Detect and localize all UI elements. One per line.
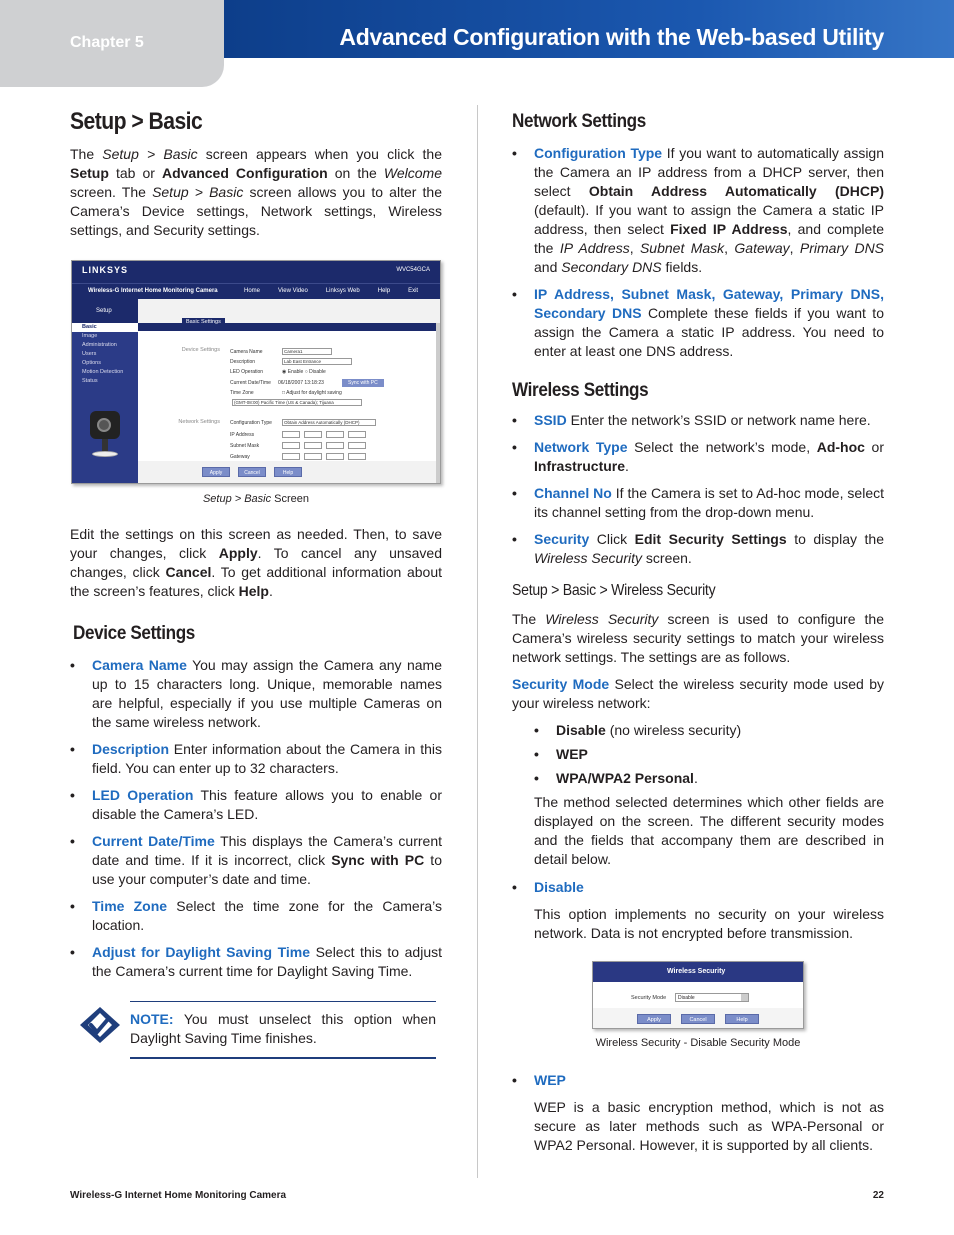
- footer-product-name: Wireless-G Internet Home Monitoring Camera: [70, 1190, 287, 1201]
- setup-basic-screenshot: [71, 260, 441, 484]
- device-settings-label: Device Settings: [181, 347, 220, 353]
- page-number: 22: [872, 1190, 884, 1201]
- ws-title: Wireless Security: [667, 968, 726, 975]
- model-label: WVC54GCA: [396, 267, 430, 273]
- left-column: [70, 108, 442, 1059]
- setup-tab: Setup: [72, 299, 138, 323]
- right-column: [512, 108, 884, 1155]
- bullet-configuration-type: • Configuration Type If you want to automatically assign the Camera an IP address from a DHCP server, then select Obtain Address Automatically (DHCP) (default). If you want to assign the Camera a static IP address, then select Fixed IP Address, and complete the IP Address, Subnet Mask, Gateway, Primary DNS and Secondary DNS fields.: [512, 144, 884, 277]
- ws-security-mode-select: Disable: [675, 993, 749, 1002]
- screenshot-topbar: [72, 261, 440, 283]
- help-button: Help: [274, 467, 302, 477]
- row-led: LED Operation ◉ Enable ○ Disable: [230, 369, 326, 375]
- network-settings-heading: Network Settings: [512, 111, 646, 132]
- bullet-network-type: • Network Type Select the network’s mode, Ad-hoc or Infrastructure.: [512, 438, 884, 476]
- screenshot-scrollbar: [436, 323, 440, 483]
- ws-help-button: Help: [725, 1014, 759, 1024]
- side-motion-detection: Motion Detection: [82, 369, 124, 375]
- edit-paragraph: Edit the settings on this screen as needed. Then, to save your changes, click Apply. To cancel any unsaved changes, click Cancel. To get additional information about the screen’s features, click Help.: [70, 526, 442, 599]
- ws-apply-button: Apply: [637, 1014, 671, 1024]
- row-ip: IP Address: [230, 431, 366, 438]
- mode-wep: • WEP: [534, 745, 884, 764]
- bullet-current-date-time: • Current Date/Time This displays the Camera’s current date and time. If it is incorrect, click Sync with PC to use your computer’s date and time.: [70, 832, 442, 889]
- mode-disable: • Disable (no wireless security): [534, 721, 884, 740]
- wireless-security-heading: Setup > Basic > Wireless Security: [512, 582, 716, 599]
- screenshot-nav: [72, 283, 440, 299]
- row-config-type: Configuration Type Obtain Address Automatically (DHCP): [230, 419, 376, 426]
- side-options: Options: [82, 360, 101, 366]
- bullet-channel-no: • Channel No If the Camera is set to Ad-hoc mode, select its channel setting from the drop-down menu.: [512, 484, 884, 522]
- nav-exit: Exit: [408, 288, 419, 294]
- chapter-label: Chapter 5: [70, 34, 144, 51]
- side-basic: Basic: [72, 323, 138, 332]
- side-users: Users: [82, 351, 97, 357]
- bullet-ssid: • SSID Enter the network’s SSID or network name here.: [512, 411, 884, 430]
- figure-caption: Setup > Basic Screen: [202, 493, 310, 505]
- intro-paragraph: The Setup > Basic screen appears when you click the Setup tab or Advanced Configuration on the Welcome screen. The Setup > Basic screen allows you to alter the Camera’s Device settings, Network settings, Wireless settings, and Security settings.: [70, 146, 442, 238]
- security-mode-paragraph: Security Mode Select the wireless security mode used by your wireless network:: [512, 676, 884, 711]
- bullet-disable: • Disable: [512, 878, 884, 897]
- ws-buttons: [637, 1014, 759, 1024]
- nav-help: Help: [377, 288, 391, 294]
- note-box: [70, 1001, 442, 1059]
- column-divider: [477, 105, 478, 1178]
- apply-button: Apply: [202, 467, 230, 477]
- wireless-security-intro: The Wireless Security screen is used to configure the Camera’s wireless security settings to match your wireless network settings. The settings are as follows.: [512, 611, 885, 665]
- figure-wireless-security: [512, 961, 884, 1049]
- row-camera-name: Camera Name Camera1: [230, 348, 332, 355]
- wireless-settings-heading: Wireless Settings: [512, 380, 649, 401]
- figure-setup-basic: [70, 260, 442, 505]
- figure-caption-2: Wireless Security - Disable Security Mode: [595, 1037, 801, 1049]
- cancel-button: Cancel: [238, 467, 266, 477]
- method-paragraph: The method selected determines which other fields are displayed on the screen. The different security modes and the fields that accompany them are described in detail below.: [534, 794, 884, 867]
- subtab-basic-settings: Basic Settings: [182, 318, 225, 326]
- bullet-description: • Description Enter information about the Camera in this field. You can enter up to 32 characters.: [70, 740, 442, 778]
- side-image: Image: [82, 333, 98, 339]
- bullet-security: • Security Click Edit Security Settings to display the Wireless Security screen.: [512, 530, 884, 568]
- checkmark-note-icon: [76, 1005, 124, 1045]
- chapter-tab: [0, 0, 224, 87]
- linksys-logo: LINKSYS: [82, 265, 129, 275]
- nav-linksys-web: Linksys Web: [325, 288, 360, 294]
- screenshot-buttons: [202, 467, 302, 477]
- bullet-daylight-saving: • Adjust for Daylight Saving Time Select this to adjust the Camera’s current time for Daylight Saving Time.: [70, 943, 442, 981]
- nav-home: Home: [244, 288, 261, 294]
- title-bar: [224, 0, 954, 58]
- product-name: Wireless-G Internet Home Monitoring Camera: [88, 288, 218, 294]
- nav-view-video: View Video: [278, 288, 308, 294]
- ws-security-mode-label: Security Mode: [631, 995, 667, 1001]
- bullet-wep: • WEP: [512, 1071, 884, 1090]
- ws-cancel-button: Cancel: [681, 1014, 715, 1024]
- side-status: Status: [82, 378, 98, 384]
- subtab-bar: [138, 319, 440, 331]
- row-time-zone: Time Zone □ Adjust for daylight saving: [230, 390, 342, 396]
- disable-description: This option implements no security on your wireless network. Data is not encrypted before transmission.: [534, 906, 884, 941]
- row-description: Description Lab East Entrance: [230, 358, 352, 365]
- mode-wpa: • WPA/WPA2 Personal.: [534, 769, 884, 788]
- device-settings-heading: Device Settings: [73, 623, 195, 644]
- row-date: Current Date/Time 06/18/2007 13:18:23 Sync with PC: [230, 379, 384, 387]
- wireless-security-screenshot: [592, 961, 804, 1029]
- camera-image: [88, 411, 122, 461]
- side-administration: Administration: [82, 342, 117, 348]
- bullet-led-operation: • LED Operation This feature allows you to enable or disable the Camera’s LED.: [70, 786, 442, 824]
- note-text: NOTE: You must unselect this option when Daylight Saving Time finishes.: [130, 1011, 436, 1046]
- page-title: Advanced Configuration with the Web-based Utility: [339, 24, 884, 50]
- row-subnet: Subnet Mask: [230, 442, 366, 449]
- network-settings-label: Network Settings: [178, 419, 220, 425]
- screenshot-nav-links: [244, 288, 418, 294]
- row-tz-select: (GMT-08:00) Pacific Time (US & Canada); Tijuana: [228, 399, 362, 406]
- bullet-ip-address: • IP Address, Subnet Mask, Gateway, Primary DNS, Secondary DNS Complete these fields if you want to assign the Camera a static IP address. You need to enter at least one DNS address.: [512, 285, 884, 361]
- row-gateway: Gateway: [230, 453, 366, 460]
- bullet-camera-name: • Camera Name You may assign the Camera any name up to 15 characters long. Unique, memorable names are helpful, especially if you use multiple Cameras on the same wireless network.: [70, 656, 442, 732]
- bullet-time-zone: • Time Zone Select the time zone for the Camera’s location.: [70, 897, 442, 935]
- wep-description: WEP is a basic encryption method, which is not as secure as later methods such as WPA-Personal or WPA2 Personal. However, it is supported by all clients.: [534, 1099, 884, 1153]
- section-heading: Setup > Basic: [70, 108, 203, 135]
